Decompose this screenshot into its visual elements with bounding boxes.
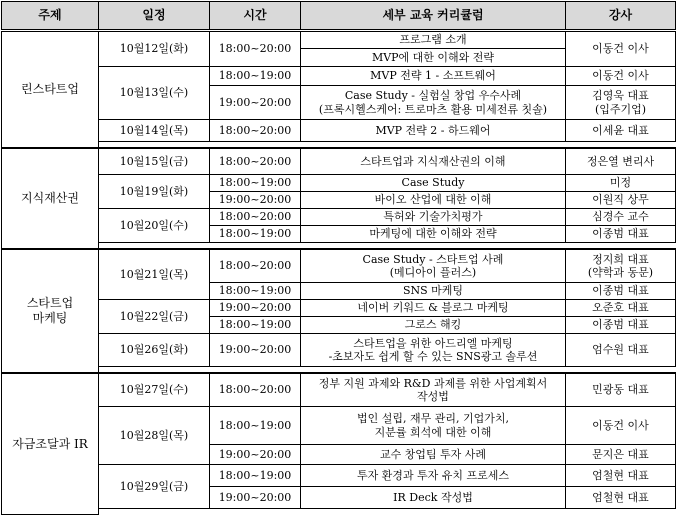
instructor-cell: 문지은 대표: [566, 445, 676, 465]
curriculum-cell: Case Study - 스타트업 사례 (메디아이 플러스): [301, 249, 566, 283]
instructor-cell: 엄철현 대표: [566, 465, 676, 487]
date-cell: 10월15일(금): [99, 148, 210, 175]
curriculum-cell: 정부 지원 과제와 R&D 과제를 위한 사업계획서 작성법: [301, 373, 566, 407]
header-date: 일정: [99, 2, 210, 31]
curriculum-cell: Case Study - 실험실 창업 우수사례 (프록시헬스케어: 트로마츠 활용 미세전류 칫솔): [301, 86, 566, 120]
instructor-cell: 이동건 이사: [566, 407, 676, 445]
curriculum-cell: 프로그램 소개: [301, 31, 566, 49]
date-cell: 10월28일(목): [99, 407, 210, 465]
time-cell: 19:00~20:00: [210, 86, 301, 120]
table-row: [2, 334, 676, 367]
instructor-cell: 미정: [566, 175, 676, 192]
table-row: [2, 509, 676, 515]
date-cell: 10월26일(화): [99, 334, 210, 367]
header-curriculum: 세부 교육 커리큘럼: [301, 2, 566, 31]
instructor-cell: 이원직 상무: [566, 192, 676, 209]
curriculum-cell: MVP 전략 2 - 하드웨어: [301, 120, 566, 142]
date-cell: 10월20일(수): [99, 209, 210, 243]
table-row: [2, 120, 676, 142]
table-row: [2, 465, 676, 487]
topic-cell: 린스타트업: [2, 31, 99, 148]
table-row: [2, 31, 676, 49]
time-cell: 18:00~20:00: [210, 120, 301, 142]
instructor-cell: 정은열 변리사: [566, 148, 676, 175]
time-cell: 18:00~20:00: [210, 148, 301, 175]
instructor-cell: 김영욱 대표 (입주기업): [566, 86, 676, 120]
time-cell: 19:00~20:00: [210, 445, 301, 465]
curriculum-cell: 특허와 기술가치평가: [301, 209, 566, 226]
table-row: [2, 249, 676, 283]
header-row: [2, 2, 676, 31]
time-cell: 19:00~20:00: [210, 192, 301, 209]
table-row: [2, 407, 676, 445]
header-time: 시간: [210, 2, 301, 31]
instructor-cell: 엄철현 대표: [566, 487, 676, 509]
table-row: [2, 300, 676, 317]
time-cell: 18:00~20:00: [210, 373, 301, 407]
curriculum-cell: 스타트업을 위한 아드리엘 마케팅 -초보자도 쉽게 할 수 있는 SNS광고 솔루션: [301, 334, 566, 367]
curriculum-cell: 바이오 산업에 대한 이해: [301, 192, 566, 209]
instructor-cell: 이종범 대표: [566, 226, 676, 243]
date-cell: 10월21일(목): [99, 249, 210, 300]
table-row: [2, 175, 676, 192]
instructor-cell: 이종범 대표: [566, 283, 676, 300]
instructor-cell: 정지희 대표 (약학과 동문): [566, 249, 676, 283]
topic-cell: 자금조달과 IR: [2, 373, 99, 515]
curriculum-cell: Case Study: [301, 175, 566, 192]
topic-cell: 스타트업 마케팅: [2, 249, 99, 373]
instructor-cell: 엄수원 대표: [566, 334, 676, 367]
curriculum-cell: 마케팅에 대한 이해와 전략: [301, 226, 566, 243]
time-cell: 19:00~20:00: [210, 300, 301, 317]
curriculum-cell: IR Deck 작성법: [301, 487, 566, 509]
time-cell: 18:00~19:00: [210, 465, 301, 487]
time-cell: 18:00~20:00: [210, 209, 301, 226]
instructor-cell: 오준호 대표: [566, 300, 676, 317]
instructor-cell: 이동건 이사: [566, 67, 676, 86]
date-cell: 10월27일(수): [99, 373, 210, 407]
curriculum-cell: 법인 설립, 재무 관리, 기업가치, 지분률 희석에 대한 이해: [301, 407, 566, 445]
time-cell: 18:00~19:00: [210, 407, 301, 445]
curriculum-cell: MVP 전략 1 - 소프트웨어: [301, 67, 566, 86]
schedule-table: [1, 1, 676, 515]
topic-cell: 지식재산권: [2, 148, 99, 249]
curriculum-cell: 교수 창업팀 투자 사례: [301, 445, 566, 465]
curriculum-cell: 네이버 키워드 & 블로그 마케팅: [301, 300, 566, 317]
table-row: [2, 67, 676, 86]
time-cell: 18:00~19:00: [210, 283, 301, 300]
curriculum-cell: MVP에 대한 이해와 전략: [301, 49, 566, 67]
time-cell: 18:00~19:00: [210, 67, 301, 86]
time-cell: 19:00~20:00: [210, 334, 301, 367]
time-cell: 18:00~19:00: [210, 175, 301, 192]
date-cell: 10월22일(금): [99, 300, 210, 334]
curriculum-cell: 투자 환경과 투자 유치 프로세스: [301, 465, 566, 487]
table-row: [2, 148, 676, 175]
instructor-cell: 심경수 교수: [566, 209, 676, 226]
header-topic: 주제: [2, 2, 99, 31]
time-cell: 18:00~20:00: [210, 31, 301, 67]
date-cell: 10월13일(수): [99, 67, 210, 120]
instructor-cell: 이동건 이사: [566, 31, 676, 67]
time-cell: 18:00~19:00: [210, 317, 301, 334]
curriculum-cell: SNS 마케팅: [301, 283, 566, 300]
date-cell: 10월19일(화): [99, 175, 210, 209]
date-cell: 10월29일(금): [99, 465, 210, 509]
time-cell: 18:00~19:00: [210, 226, 301, 243]
time-cell: 18:00~20:00: [210, 249, 301, 283]
instructor-cell: 이세윤 대표: [566, 120, 676, 142]
curriculum-cell: 그로스 해킹: [301, 317, 566, 334]
date-cell: 10월12일(화): [99, 31, 210, 67]
table-row: [2, 373, 676, 407]
instructor-cell: 민광동 대표: [566, 373, 676, 407]
date-cell: 10월14일(목): [99, 120, 210, 142]
table-row: [2, 209, 676, 226]
instructor-cell: 이종범 대표: [566, 317, 676, 334]
curriculum-cell: 스타트업과 지식재산권의 이해: [301, 148, 566, 175]
time-cell: 19:00~20:00: [210, 487, 301, 509]
header-instructor: 강사: [566, 2, 676, 31]
